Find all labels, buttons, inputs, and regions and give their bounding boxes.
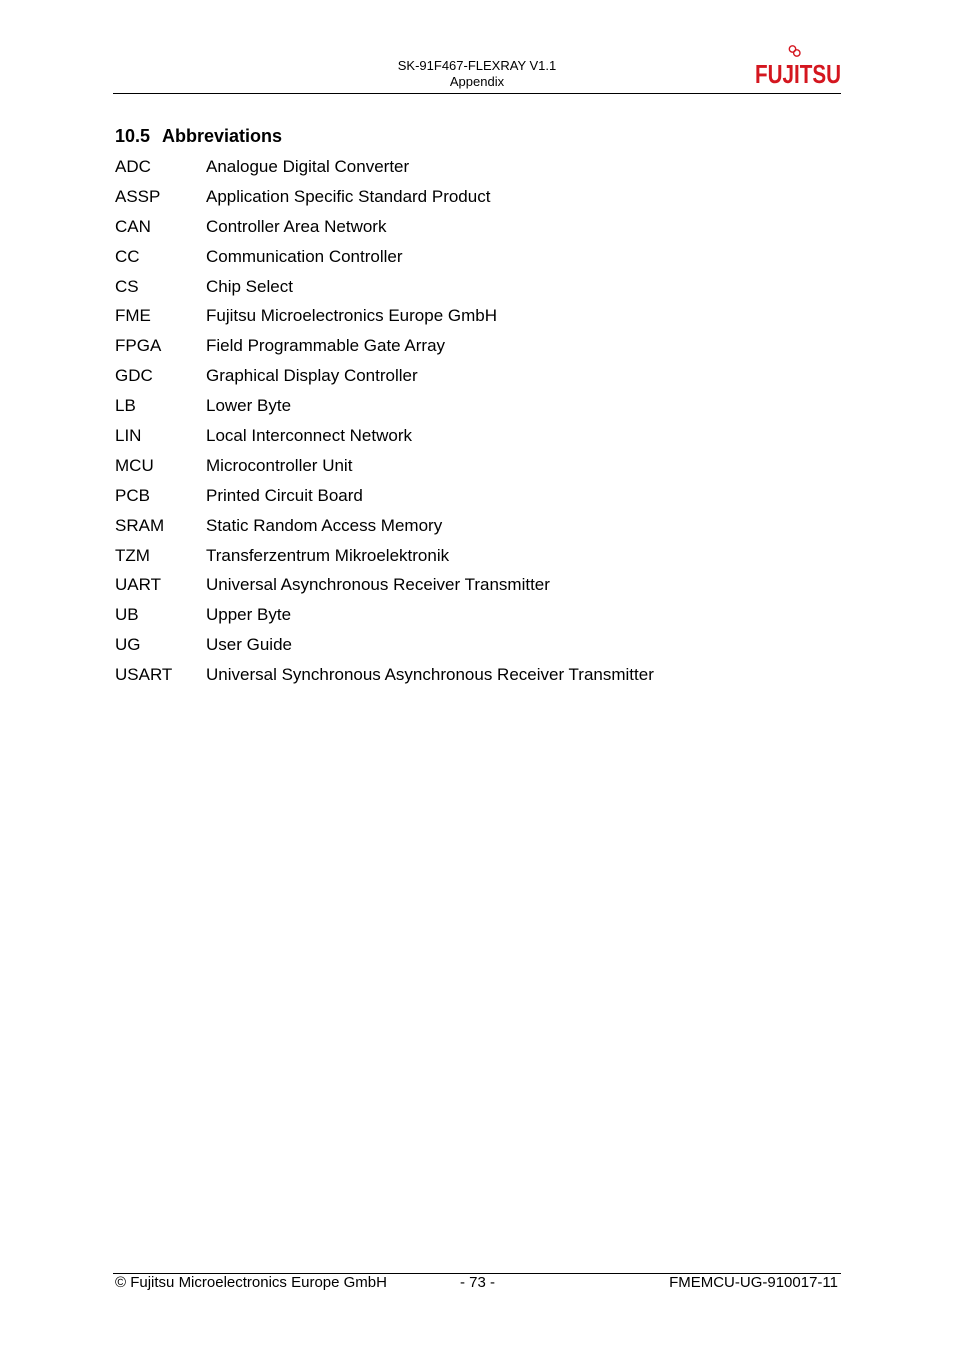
abbreviation-meaning: User Guide — [206, 635, 292, 655]
abbreviation-row — [115, 246, 835, 276]
abbreviation-meaning: Graphical Display Controller — [206, 366, 418, 386]
abbreviation-term: CC — [115, 246, 140, 266]
abbreviation-row — [115, 604, 835, 634]
abbreviation-row — [115, 425, 835, 455]
section-number: 10.5 — [115, 126, 151, 146]
abbreviation-meaning: Chip Select — [206, 276, 293, 296]
abbreviation-row — [115, 395, 835, 425]
chapter-name: Appendix — [449, 74, 505, 89]
abbreviation-row — [115, 634, 835, 664]
abbreviation-meaning: Transferzentrum Mikroelektronik — [206, 545, 450, 565]
abbreviation-term: MCU — [115, 455, 154, 475]
abbreviation-term: UART — [115, 575, 161, 595]
abbreviation-row — [115, 335, 835, 365]
document-title: SK-91F467-FLEXRAY V1.1 — [397, 58, 557, 73]
abbreviation-meaning: Universal Synchronous Asynchronous Receiver Transmitter — [206, 665, 654, 685]
abbreviation-term: CS — [115, 276, 139, 296]
abbreviation-meaning: Upper Byte — [206, 605, 292, 625]
abbreviation-row — [115, 574, 835, 604]
abbreviation-term: FPGA — [115, 336, 162, 356]
abbreviation-term: FME — [115, 306, 151, 326]
abbreviation-row — [115, 455, 835, 485]
footer-document-id: FMEMCU-UG-910017-11 — [669, 1274, 838, 1291]
abbreviation-row — [115, 156, 835, 186]
abbreviation-term: TZM — [115, 545, 150, 565]
abbreviation-term: PCB — [115, 485, 150, 505]
abbreviation-list — [115, 156, 835, 694]
abbreviation-row — [115, 485, 835, 515]
section-title: Abbreviations — [162, 126, 283, 146]
abbreviation-meaning: Printed Circuit Board — [206, 485, 363, 505]
page-header — [300, 58, 654, 90]
abbreviation-meaning: Local Interconnect Network — [206, 426, 412, 446]
abbreviation-meaning: Static Random Access Memory — [206, 515, 443, 535]
abbreviation-row — [115, 216, 835, 246]
abbreviation-term: ADC — [115, 157, 151, 176]
abbreviation-meaning: Field Programmable Gate Array — [206, 336, 446, 356]
abbreviation-term: SRAM — [115, 515, 165, 535]
logo-wordmark: FUJITSU — [755, 59, 841, 89]
fujitsu-logo — [752, 44, 844, 92]
abbreviation-term: UG — [115, 635, 141, 655]
abbreviation-term: ASSP — [115, 186, 161, 206]
abbreviation-meaning: Controller Area Network — [206, 216, 387, 236]
abbreviation-term: CAN — [115, 216, 151, 236]
header-divider — [113, 93, 841, 94]
abbreviation-term: USART — [115, 665, 173, 685]
abbreviation-row — [115, 365, 835, 395]
abbreviation-row — [115, 276, 835, 306]
abbreviation-row — [115, 305, 835, 335]
abbreviation-row — [115, 515, 835, 545]
abbreviation-term: UB — [115, 605, 139, 625]
abbreviation-row — [115, 664, 835, 694]
abbreviation-meaning: Lower Byte — [206, 396, 292, 416]
abbreviation-meaning: Fujitsu Microelectronics Europe GmbH — [206, 306, 497, 326]
abbreviation-term: LB — [115, 396, 136, 416]
abbreviation-term: GDC — [115, 366, 153, 386]
abbreviation-row — [115, 545, 835, 575]
abbreviation-term: LIN — [115, 426, 142, 446]
footer-page-number: - 73 - — [460, 1274, 496, 1291]
abbreviation-meaning: Universal Asynchronous Receiver Transmitter — [206, 575, 550, 595]
abbreviation-row — [115, 186, 835, 216]
abbreviation-meaning: Analogue Digital Converter — [206, 157, 410, 176]
section-heading — [115, 125, 282, 147]
abbreviation-meaning: Communication Controller — [206, 246, 403, 266]
footer-copyright: © Fujitsu Microelectronics Europe GmbH — [115, 1274, 387, 1291]
abbreviation-meaning: Microcontroller Unit — [206, 455, 353, 475]
abbreviation-meaning: Application Specific Standard Product — [206, 186, 491, 206]
